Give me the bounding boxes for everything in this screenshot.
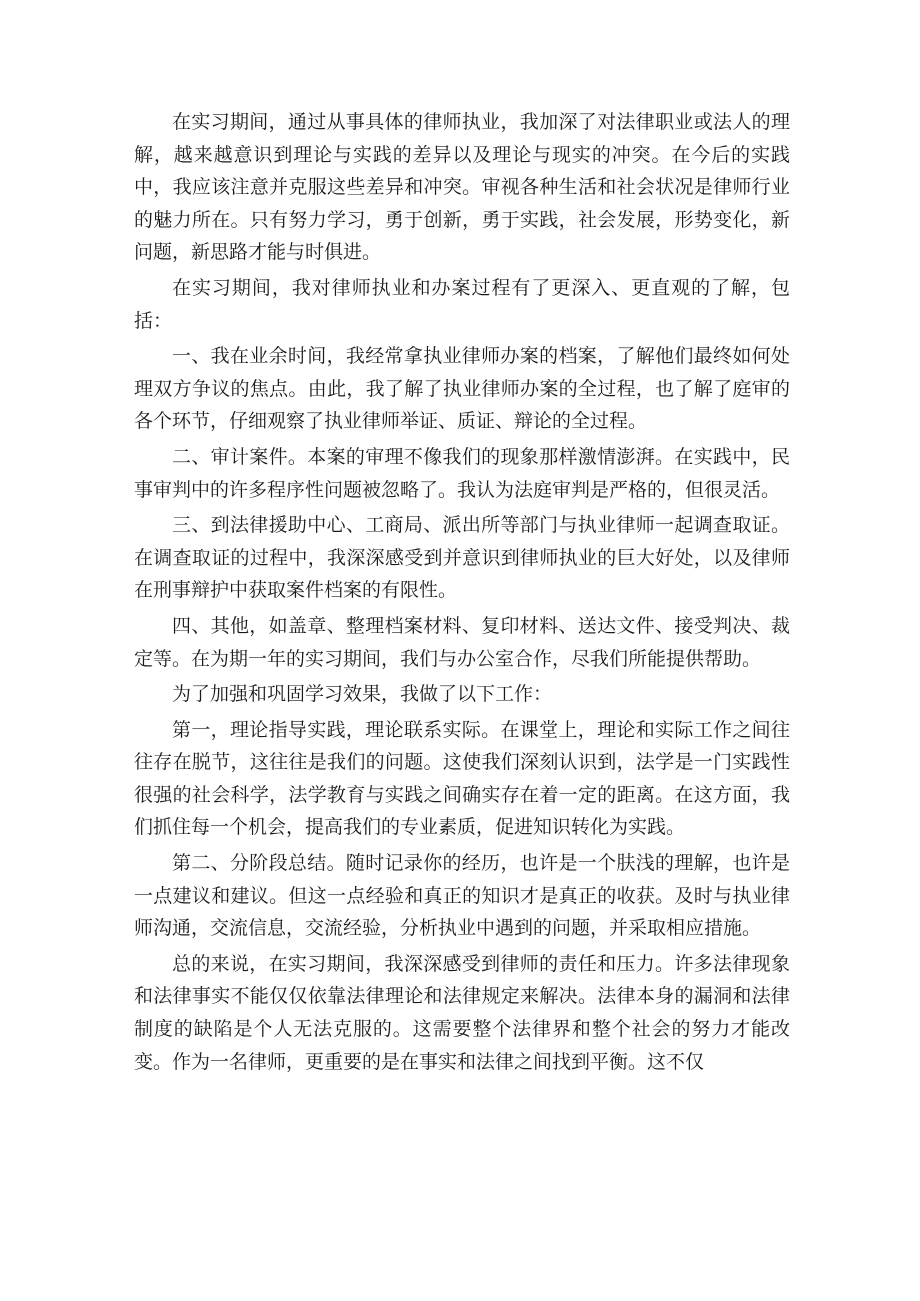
paragraph-reflection: 在实习期间，通过从事具体的律师执业，我加深了对法律职业或法人的理解，越来越意识到理论与实践的差异以及理论与现实的冲突。在今后的实践中，我应该注意并克服这些差异和冲突。审视各种生活和社会状况是律师行业的魅力所在。只有努力学习，勇于创新，勇于实践，社会发展，形势变化，新问题，新思路才能与时俱进。 [134,111,790,264]
paragraph-work-intro: 为了加强和巩固学习效果，我做了以下工作： [172,683,553,706]
paragraph-second: 第二、分阶段总结。随时记录你的经历，也许是一个肤浅的理解，也许是一点建议和建议。但这一点经验和真正的知识才是真正的收获。及时与执业律师沟通，交流信息，交流经验，分析执业中遇到的问题，并采取相应措施。 [134,852,790,940]
paragraph-item-1: 一、我在业余时间，我经常拿执业律师办案的档案，了解他们最终如何处理双方争议的焦点。由此，我了解了执业律师办案的全过程，也了解了庭审的各个环节，仔细观察了执业律师举证、质证、辩论的全过程。 [134,345,790,433]
document-body [134,106,790,1081]
paragraph-first: 第一，理论指导实践，理论联系实际。在课堂上，理论和实际工作之间往往存在脱节，这往往是我们的问题。这使我们深刻认识到，法学是一门实践性很强的社会科学，法学教育与实践之间确实存在着一定的距离。在这方面，我们抓住每一个机会，提高我们的专业素质，促进知识转化为实践。 [134,718,790,839]
paragraph-item-4: 四、其他，如盖章、整理档案材料、复印材料、送达文件、接受判决、裁定等。在为期一年的实习期间，我们与办公室合作，尽我们所能提供帮助。 [134,614,790,670]
paragraph-item-3: 三、到法律援助中心、工商局、派出所等部门与执业律师一起调查取证。在调查取证的过程中，我深深感受到并意识到律师执业的巨大好处，以及律师在刑事辩护中获取案件档案的有限性。 [134,514,790,602]
paragraph-summary: 总的来说，在实习期间，我深深感受到律师的责任和压力。许多法律现象和法律事实不能仅仅依靠法律理论和法律规定来解决。法律本身的漏洞和法律制度的缺陷是个人无法克服的。这需要整个法律界和整个社会的努力才能改变。作为一名律师，更重要的是在事实和法律之间找到平衡。这不仅 [134,952,790,1073]
paragraph-item-2: 二、审计案件。本案的审理不像我们的现象那样激情澎湃。在实践中，民事审判中的许多程序性问题被忽略了。我认为法庭审判是严格的，但很灵活。 [134,445,790,501]
paragraph-intro-list: 在实习期间，我对律师执业和办案过程有了更深入、更直观的了解，包括： [134,276,790,332]
